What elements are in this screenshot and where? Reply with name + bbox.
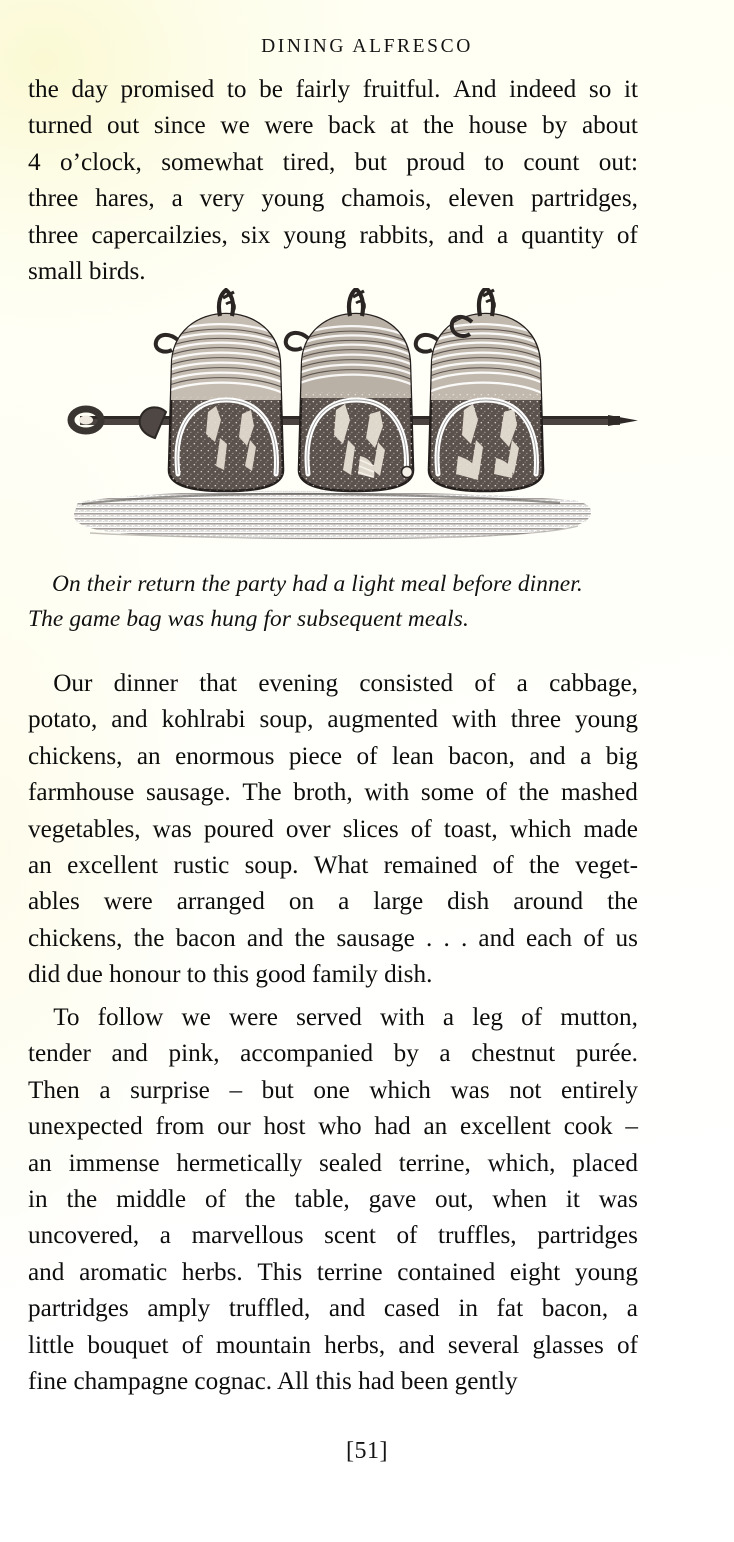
text-line: turned out since we were back at the house by about bbox=[28, 112, 638, 140]
text-line: an immense hermetically sealed terrine, which, placed bbox=[28, 1149, 638, 1177]
trussed-bird-1 bbox=[140, 290, 296, 496]
page-number: [51] bbox=[346, 1438, 388, 1464]
illustration-figure bbox=[60, 288, 660, 550]
text-line: partridges amply truffled, and cased in fat bacon, a bbox=[28, 1295, 638, 1323]
text-line: Then a surprise – but one which was not entirely bbox=[28, 1076, 638, 1104]
text-line: 4 o’clock, somewhat tired, but proud to count out: bbox=[28, 148, 638, 176]
text-line: chickens, an enormous piece of lean bacon, and a big bbox=[28, 742, 638, 770]
text-line: To follow we were served with a leg of mutton, bbox=[28, 1004, 638, 1031]
paragraph-2-lines bbox=[28, 666, 638, 994]
figure-caption bbox=[28, 567, 642, 637]
text-line: three capercailzies, six young rabbits, and a quantity of bbox=[28, 221, 638, 249]
text-line: Our dinner that evening consisted of a cabbage, bbox=[28, 670, 638, 697]
text-line: little bouquet of mountain herbs, and several glasses of bbox=[28, 1331, 638, 1359]
paragraph-dinner bbox=[28, 666, 638, 994]
text-line: the day promised to be fairly fruitful. And indeed so it bbox=[28, 76, 638, 103]
woodcut-three-birds-on-spit-icon bbox=[60, 288, 660, 550]
text-line: and aromatic herbs. This terrine contained eight young bbox=[28, 1258, 638, 1286]
caption-line-2: The game bag was hung for subsequent meals. bbox=[28, 606, 469, 632]
text-line: farmhouse sausage. The broth, with some of the mashed bbox=[28, 779, 638, 807]
text-line: unexpected from our host who had an excellent cook – bbox=[28, 1113, 638, 1141]
text-line: fine champagne cognac. All this had been gently bbox=[28, 1368, 518, 1396]
running-head: DINING ALFRESCO bbox=[261, 36, 473, 57]
text-line: vegetables, was poured over slices of toast, which made bbox=[28, 815, 638, 843]
trussed-bird-2 bbox=[286, 289, 426, 498]
ground-shadow bbox=[74, 491, 591, 539]
text-line: uncovered, a marvellous scent of truffles, partridges bbox=[28, 1222, 638, 1250]
paragraph-3-lines bbox=[28, 1000, 638, 1400]
text-line: tender and pink, accompanied by a chestnut purée. bbox=[28, 1040, 638, 1068]
text-line: an excellent rustic soup. What remained of the veget- bbox=[28, 852, 638, 880]
paragraph-continued bbox=[28, 72, 638, 290]
text-line: three hares, a very young chamois, eleven partridges, bbox=[28, 185, 638, 213]
paragraph-terrine bbox=[28, 1000, 638, 1400]
caption-line-1: On their return the party had a light meal before dinner. bbox=[52, 571, 583, 597]
trussed-bird-3 bbox=[416, 288, 560, 498]
text-line: in the middle of the table, gave out, when it was bbox=[28, 1186, 638, 1214]
text-line: chickens, the bacon and the sausage . . . and each of us bbox=[28, 924, 638, 952]
text-line: ables were arranged on a large dish around the bbox=[28, 888, 638, 916]
text-line: small birds. bbox=[28, 258, 146, 286]
text-line: did due honour to this good family dish. bbox=[28, 961, 433, 989]
paragraph-1-lines bbox=[28, 72, 638, 290]
text-line: potato, and kohlrabi soup, augmented with three young bbox=[28, 706, 638, 734]
